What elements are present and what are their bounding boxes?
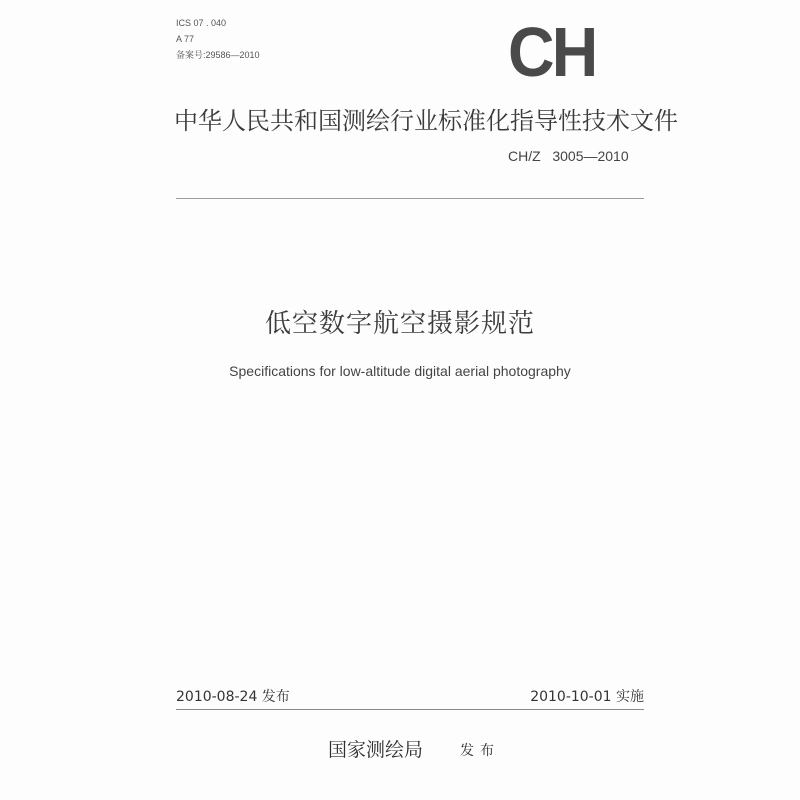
- ccs-code: A 77: [176, 34, 195, 44]
- bottom-divider: [176, 709, 644, 710]
- ch-logo: CH: [508, 13, 596, 91]
- publish-label: 发布: [460, 743, 500, 759]
- standard-number: CH/Z 3005—2010: [508, 148, 629, 164]
- top-divider: [176, 198, 644, 199]
- industry-standard-heading: 中华人民共和国测绘行业标准化指导性技术文件: [174, 107, 678, 135]
- effective-date: 2010-10-01 实施: [530, 689, 644, 705]
- document-title: 低空数字航空摄影规范: [264, 309, 535, 339]
- record-number: 备案号:29586—2010: [176, 50, 260, 60]
- issue-date: 2010-08-24 发布: [176, 689, 290, 705]
- ics-code: ICS 07 . 040: [176, 18, 227, 28]
- document-subtitle-english: Specifications for low-altitude digital aerial photography: [229, 363, 571, 379]
- publisher-name: 国家测绘局: [328, 739, 424, 761]
